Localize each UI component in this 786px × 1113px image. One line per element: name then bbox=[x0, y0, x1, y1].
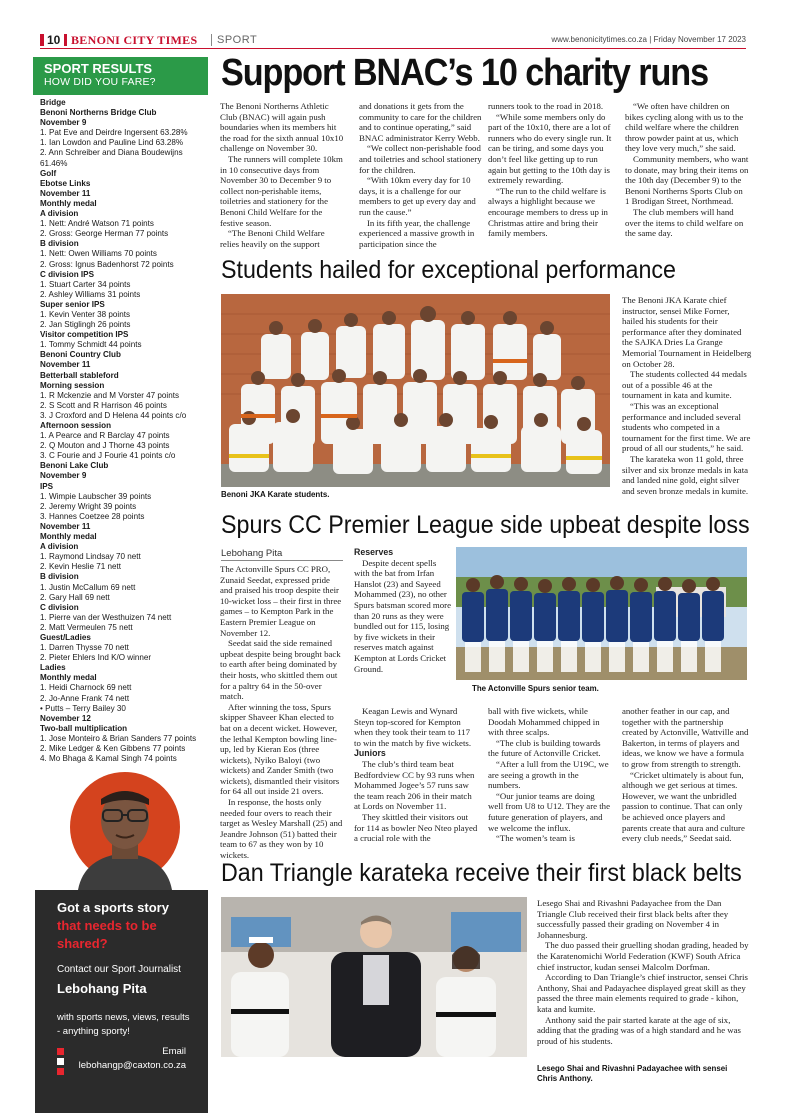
results-item: 2. Gary Hall 69 nett bbox=[40, 592, 110, 602]
results-item: • Putts – Terry Bailey 30 bbox=[40, 703, 126, 713]
results-heading: A division bbox=[40, 542, 79, 552]
results-heading: Benoni Northerns Bridge Club bbox=[40, 108, 157, 118]
byline-rule bbox=[221, 560, 343, 561]
results-heading: C division bbox=[40, 602, 79, 612]
promo-contact: Contact our Sport Journalist bbox=[57, 964, 181, 975]
results-heading: Afternoon session bbox=[40, 421, 112, 430]
results-item: 1. R Mckenzie and M Vorster 47 points bbox=[40, 390, 180, 400]
results-heading: Golf bbox=[40, 168, 57, 178]
spurs-team-photo bbox=[456, 547, 747, 680]
results-item: 3. J Croxford and D Helena 44 points c/o bbox=[40, 410, 187, 420]
paragraph: “This was an exceptional performance and included several students who competed in a tournament for the first time. We are proud of all our students,” he said. bbox=[622, 400, 751, 454]
results-heading: Ladies bbox=[40, 663, 66, 673]
results-heading: Monthly medal bbox=[40, 532, 97, 542]
paragraph: Lesego Shai and Rivashni Padayachee from the Dan Triangle Club received their first black belts after they successfully passed their grading on November 4 in Johannesburg. bbox=[537, 898, 729, 940]
article1-col1 bbox=[220, 101, 344, 249]
promo-blurb-1: with sports news, views, results bbox=[57, 1012, 190, 1023]
results-item: 1. A Pearce and R Barclay 47 points bbox=[40, 431, 170, 441]
divider bbox=[211, 34, 212, 46]
paragraph: Seedat said the side remained upbeat despite being brought back to earth after being dominated by their hosts, who skittled them out for a paltry 64 in the 50-over match. bbox=[220, 638, 341, 702]
sport-results-subtitle: HOW DID YOU FARE? bbox=[44, 76, 156, 88]
results-item: 1. Heidi Charnock 69 nett bbox=[40, 683, 132, 693]
page-number: 10 bbox=[47, 33, 61, 47]
results-heading: November 9 bbox=[40, 471, 87, 481]
results-heading: November 9 bbox=[40, 118, 87, 128]
karate-students-photo bbox=[221, 294, 610, 487]
results-item: 4. Mo Bhaga & Kamal Singh 74 points bbox=[40, 754, 177, 764]
results-item: 2. Gross: George Herman 77 points bbox=[40, 229, 169, 239]
paragraph: “While some members only do part of the 10x10, there are a lot of runners who do every single run. It can be tiring, and some days you don’t feel like getting up to run again but getting to the 10th day is extremely rewarding. bbox=[488, 111, 612, 186]
paragraph: “The run to the child welfare is always a highlight because we encourage members to dress up in Christmas attire and bring their family members. bbox=[488, 185, 608, 239]
paragraph: another feather in our cap, and together with the partnership created by Actonville, Wattville and Bakerton, in terms of players and ideas, we know we have a formula to grow from strength to strength. bbox=[622, 706, 749, 769]
results-heading: November 11 bbox=[40, 521, 91, 531]
results-item: 2. Jeremy Wright 39 points bbox=[40, 501, 137, 511]
section-name: SPORT bbox=[217, 34, 258, 46]
spurs-team-caption: The Actonville Spurs senior team. bbox=[472, 684, 599, 693]
paragraph: According to Dan Triangle’s chief instructor, sensei Chris Anthony, Shai and Padayachee displayed great skill as they passed the three main elements required to grade - kihon, kata and kumite. bbox=[537, 972, 748, 1014]
results-item: 2. Matt Vermeulen 75 nett bbox=[40, 622, 133, 632]
results-heading: Benoni Lake Club bbox=[40, 461, 109, 471]
results-item: 1. Kevin Venter 38 points bbox=[40, 309, 130, 319]
results-heading: November 11 bbox=[40, 188, 91, 198]
results-item: 2. Q Mouton and J Thorne 43 points bbox=[40, 441, 170, 451]
article3-col4 bbox=[622, 706, 749, 844]
paragraph: The karateka won 11 gold, three silver and six bronze medals in kata and landed nine gold, eight silver and seven bronze medals in kumite. bbox=[622, 453, 749, 496]
results-item: 2. Kevin Heslie 71 nett bbox=[40, 562, 121, 572]
results-item: 1. Nett: Owen Williams 70 points bbox=[40, 249, 157, 259]
header-rule bbox=[40, 48, 746, 49]
paragraph: The Benoni JKA Karate chief instructor, sensei Mike Forner, hailed his students for their performance after they dominated the SAJKA Dries La Grange Memorial Tournament in Heidelberg on October 28. bbox=[622, 295, 752, 369]
results-heading: Two-ball multiplication bbox=[40, 723, 128, 733]
results-item: 61.46% bbox=[40, 158, 68, 168]
results-item: 1. Raymond Lindsay 70 nett bbox=[40, 552, 141, 562]
results-heading: November 12 bbox=[40, 713, 91, 723]
results-item: 2. Pieter Ehlers Ind K/O winner bbox=[40, 653, 152, 663]
paragraph: “We collect non-perishable food and toiletries and school stationery for the children. bbox=[359, 143, 482, 175]
paragraph: The Benoni Northerns Athletic Club (BNAC) will again push boundaries when its members hit the road for the sixth annual 10x10 challenge on November 30. bbox=[220, 101, 344, 154]
divider bbox=[64, 34, 67, 46]
promo-blurb-2: - anything sporty! bbox=[57, 1026, 130, 1037]
red-square-icon bbox=[57, 1058, 64, 1065]
results-item: 2. Jan Stiglingh 26 points bbox=[40, 320, 131, 330]
results-heading: IPS bbox=[40, 481, 54, 491]
journalist-photo bbox=[60, 765, 190, 890]
article3-col2-cont bbox=[354, 706, 478, 844]
results-heading: Benoni Country Club bbox=[40, 350, 121, 360]
results-item: 1. Jose Monteiro & Brian Sanders 77 points bbox=[40, 733, 197, 743]
paragraph: In response, the hosts only needed four overs to reach their target as Wesley Marshall (25) and Jeandre Johnson (51) batted their team to 67 as they won by 10 wickets. bbox=[220, 797, 343, 861]
results-heading: Bridge bbox=[40, 98, 66, 107]
results-item: 2. S Scott and R Harrison 46 points bbox=[40, 400, 167, 410]
paragraph: “Cricket ultimately is about fun, although we get serious at times. However, we want the unbridled passion to continue. That can only be achieved once players and parents create that aura and culture every club needs,” Seedat said. bbox=[622, 769, 745, 844]
results-heading: Guest/Ladies bbox=[40, 632, 91, 642]
paragraph: “The club is building towards the future of Actonville Cricket. bbox=[488, 737, 601, 759]
promo-line-1: Got a sports story bbox=[57, 900, 169, 915]
results-heading: November 11 bbox=[40, 360, 91, 370]
promo-line-2: that needs to be bbox=[57, 918, 157, 933]
paragraph: They skittled their visitors out for 114 as bowler Neo Nteo played a crucial role with the bbox=[354, 811, 478, 844]
paragraph: ball with five wickets, while Doodah Mohammed chipped in with three scalps. bbox=[488, 706, 600, 738]
results-item: 3. Hannes Coetzee 28 points bbox=[40, 511, 145, 521]
paragraph: In its fifth year, the challenge experienced a massive growth in participation since the bbox=[359, 217, 475, 249]
black-belts-caption: Lesego Shai and Rivashni Padayachee with sensei Chris Anthony. bbox=[537, 1064, 728, 1083]
article4-text bbox=[537, 898, 749, 1046]
results-item: 2. Ann Schreiber and Diana Boudewijns bbox=[40, 148, 183, 158]
paragraph: The club members will hand over the items to child welfare on the same day. bbox=[625, 206, 744, 239]
black-belts-photo bbox=[221, 897, 527, 1057]
paragraph: runners took to the road in 2018. bbox=[488, 101, 604, 111]
article3-col3 bbox=[488, 706, 612, 844]
results-heading: Betterball stableford bbox=[40, 370, 119, 380]
email-label: Email bbox=[162, 1046, 186, 1057]
karate-students-caption: Benoni JKA Karate students. bbox=[221, 490, 330, 499]
paragraph: “We often have children on bikes cycling along with us to the child welfare where the children throw powder paint at us, which they love very much,” she said. bbox=[625, 101, 744, 154]
results-heading: Visitor competition IPS bbox=[40, 330, 129, 340]
results-heading: Monthly medal bbox=[40, 673, 97, 683]
paragraph: The club’s third team beat Bedfordview CC by 93 runs when Mohammed Jogee’s 57 runs saw the team reach 206 in their match at Lords on November 11. bbox=[354, 758, 475, 812]
results-item: 1. Ian Lowdon and Pauline Lind 63.28% bbox=[40, 138, 184, 148]
results-item: 3. C Fourie and J Fourie 41 points c/o bbox=[40, 451, 176, 461]
paragraph: “After a lull from the U19C, we are seeing a growth in the numbers. bbox=[488, 758, 609, 791]
article3-col2 bbox=[354, 547, 451, 674]
results-item: 2. Gross: Ignus Badenhorst 72 points bbox=[40, 259, 174, 269]
results-item: 1. Tommy Schmidt 44 points bbox=[40, 340, 142, 350]
paragraph: The students collected 44 medals out of a possible 46 at the tournament in kata and kumite. bbox=[622, 369, 747, 401]
article1-col4 bbox=[625, 101, 749, 239]
results-heading: B division bbox=[40, 239, 79, 249]
results-heading: Super senior IPS bbox=[40, 299, 105, 309]
paragraph: Anthony said the pair started karate at the age of six, adding that the grading was of a high standard and he was proud of his students. bbox=[537, 1014, 741, 1046]
paragraph: and donations it gets from the community to care for the children and to continue operating,” said BNAC administrator Kerry Webb. bbox=[359, 101, 482, 143]
headline-spurs: Spurs CC Premier League side upbeat despite loss bbox=[221, 511, 750, 539]
paragraph: The Actonville Spurs CC PRO, Zunaid Seedat, expressed pride and praised his troop despite their 10-wicket loss – their first in three games – to Kempton Park in the Eastern Premier League on November 12. bbox=[220, 564, 342, 638]
paragraph: The duo passed their gruelling shodan grading, headed by the Karatenomichi World Federation (KWF) South Africa chief instructor, kudan sensei Malcolm Dorfman. bbox=[537, 940, 749, 972]
results-item: 1. Wimpie Laubscher 39 points bbox=[40, 491, 152, 501]
results-item: 1. Pierre van der Westhuizen 74 nett bbox=[40, 612, 172, 622]
sport-results-title: SPORT RESULTS bbox=[44, 61, 153, 76]
article1-col2 bbox=[359, 101, 484, 249]
results-heading: Ebotse Links bbox=[40, 178, 91, 188]
results-item: 1. Pat Eve and Deirdre Ingersent 63.28% bbox=[40, 128, 188, 138]
results-item: 2. Mike Ledger & Ken Gibbens 77 points bbox=[40, 744, 186, 753]
headline-students: Students hailed for exceptional performance bbox=[221, 256, 676, 284]
results-heading: C division IPS bbox=[40, 269, 94, 279]
page-header bbox=[40, 33, 746, 49]
results-list bbox=[40, 98, 208, 764]
email-link[interactable]: lebohangp@caxton.co.za bbox=[78, 1060, 186, 1071]
results-item: 2. Jo-Anne Frank 74 nett bbox=[40, 693, 130, 703]
red-square-icon bbox=[57, 1048, 64, 1055]
journalist-name: Lebohang Pita bbox=[57, 981, 147, 996]
article1-col3 bbox=[488, 101, 612, 239]
results-item: 1. Nett: André Watson 71 points bbox=[40, 219, 154, 229]
reserves-subhead: Reserves bbox=[354, 547, 394, 557]
results-heading: Morning session bbox=[40, 380, 105, 390]
headline-bnac: Support BNAC’s 10 charity runs bbox=[221, 52, 709, 94]
paragraph: The runners will complete 10km in 10 consecutive days from November 30 to December 9 to collect non-perishable items, toiletries and stationery for the Benoni Child Welfare for the festive season. bbox=[220, 153, 343, 228]
publication-name: BENONI CITY TIMES bbox=[71, 33, 198, 47]
paragraph: After winning the toss, Spurs skipper Shaveer Khan elected to bat on a decent wicket. However, the lethal Kempton bowling line-up, led by Kieran Eos (three wickets), Nyiko Baloyi (two wickets) and Zander Smith (two wickets), dismantled their visitors for 64 all out inside 21 overs. bbox=[220, 701, 340, 797]
paragraph: “The women’s team is bbox=[496, 833, 575, 844]
paragraph: Community members, who want to donate, may bring their items on the 10th day (December 9) to the Benoni Northerns Sports Club on 1 Brodigan Street, Northmead. bbox=[625, 153, 749, 207]
headline-dan-triangle: Dan Triangle karateka receive their first black belts bbox=[221, 859, 742, 887]
results-item: 1. Justin McCallum 69 nett bbox=[40, 582, 136, 592]
results-item: 1. Darren Thysse 70 nett bbox=[40, 643, 129, 653]
results-item: 2. Ashley Williams 31 points bbox=[40, 289, 141, 299]
promo-line-3: shared? bbox=[57, 936, 108, 951]
results-heading: Monthly medal bbox=[40, 198, 97, 208]
red-square-icon bbox=[57, 1068, 64, 1075]
results-heading: A division bbox=[40, 209, 79, 219]
paragraph: Keagan Lewis and Wynard Steyn top-scored for Kempton when they took their team to 117 to win the match by five wickets. bbox=[354, 706, 472, 748]
paragraph: “With 10km every day for 10 days, it is a challenge for our members to get up every day and run the cause.” bbox=[359, 175, 476, 217]
article2-text bbox=[622, 295, 752, 496]
juniors-subhead: Juniors bbox=[354, 748, 386, 759]
paragraph: Despite decent spells with the bat from Irfan Hanslot (23) and Sayeed Mohammed (23), no other Spurs batsman scored more than 20 runs as they were bundled out for 115, losing by five wickets in their reserves match against Kempton at Lords Cricket Ground. bbox=[354, 557, 451, 674]
results-item: 1. Stuart Carter 34 points bbox=[40, 279, 131, 289]
sport-results-header bbox=[33, 57, 208, 95]
results-heading: B division bbox=[40, 572, 79, 582]
paragraph: “The Benoni Child Welfare relies heavily on the support bbox=[220, 228, 325, 249]
byline: Lebohang Pita bbox=[221, 548, 283, 559]
red-marker bbox=[40, 34, 44, 46]
paragraph: “Our junior teams are doing well from U8 to U12. They are the future generation of players, and we welcome the influx. bbox=[488, 790, 610, 833]
date-line: www.benonicitytimes.co.za | Friday November 17 2023 bbox=[551, 35, 746, 44]
article3-col1 bbox=[220, 564, 344, 861]
promo-panel bbox=[35, 890, 208, 1113]
